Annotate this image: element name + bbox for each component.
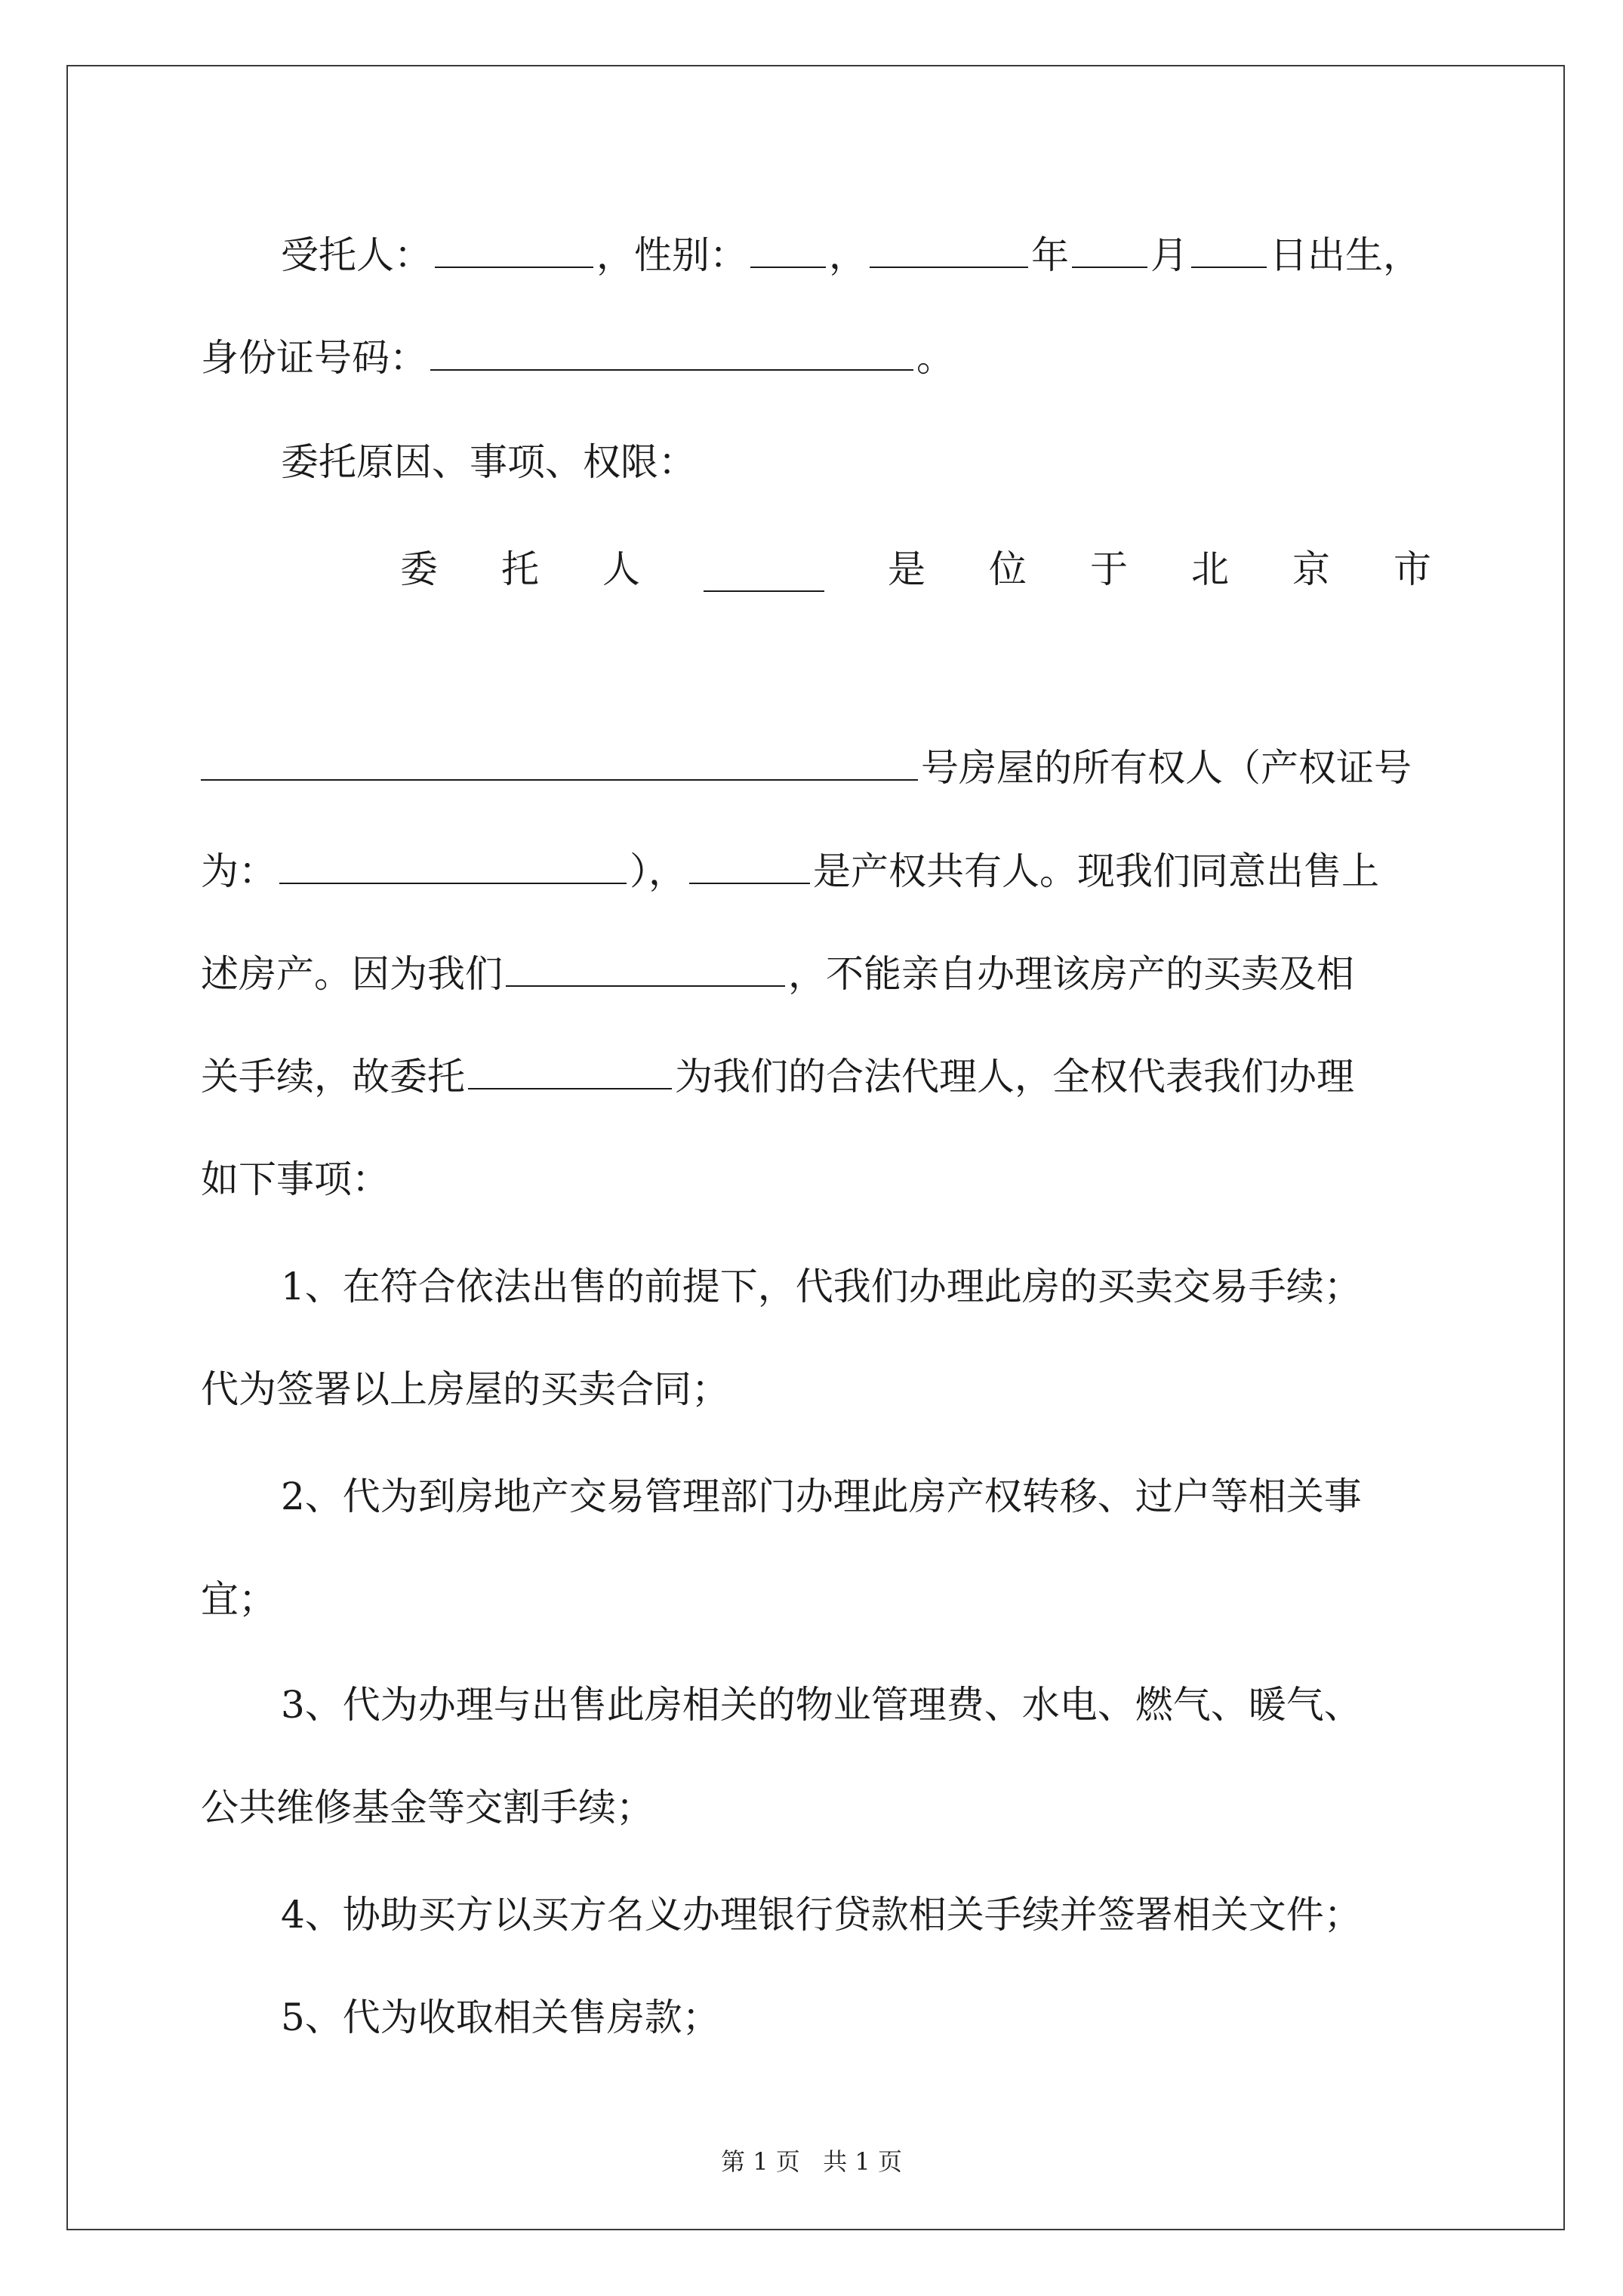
label-year: 年 [1031,233,1069,277]
line-house-owner [201,745,1412,791]
period: 。 [916,336,954,380]
footer-total-pages: 共 1 页 [823,2147,902,2176]
text-because: 述房产。因为我们 [201,952,503,996]
blank-cert-number[interactable] [279,852,627,884]
blank-agent-name[interactable] [468,1058,672,1089]
line-item-1: 1、在符合依法出售的前提下，代我们办理此房的买卖交易手续； [281,1265,1362,1308]
label-id-number: 身份证号码： [201,336,427,380]
blank-id-number[interactable] [430,339,913,371]
label-gender: ，性别： [596,233,747,277]
char-shi2: 市 [1394,547,1431,591]
text-paren-close: ）， [630,849,686,893]
line-item-3: 3、代为办理与出售此房相关的物业管理费、水电、燃气、暖气、 [281,1683,1362,1727]
char-tuo: 托 [501,547,539,591]
text-legal-agent: 为我们的合法代理人，全权代表我们办理 [675,1055,1354,1099]
footer-page-number: 第 1 页 [721,2147,800,2176]
char-jing: 京 [1292,547,1330,591]
blank-house-address[interactable] [201,749,918,781]
line-entrust [201,1054,1354,1099]
line-cert-number [201,849,1379,894]
label-cert: 为： [201,849,276,893]
text-co-owner: 是产权共有人。现我们同意出售上 [813,849,1379,893]
char-bei: 北 [1191,547,1229,591]
line-reasons-heading: 委托原因、事项、权限： [281,440,696,484]
char-ren: 人 [602,547,640,591]
text-house-owner: 号房屋的所有权人（产权证号 [921,746,1412,790]
line-item-2-cont: 宜； [201,1577,276,1621]
char-wei: 委 [400,547,438,591]
line-item-5: 5、代为收取相关售房款； [281,1996,720,2039]
comma: ， [829,233,867,277]
blank-trustee-name[interactable] [435,236,593,268]
blank-gender[interactable] [750,236,826,268]
line-items-heading: 如下事项： [201,1157,390,1201]
line-principal-spread [400,547,1431,592]
label-month: 月 [1150,233,1188,277]
blank-birth-day[interactable] [1191,236,1267,268]
label-day-born: 日出生， [1270,233,1421,277]
line-trustee [281,233,1421,278]
line-item-1-cont: 代为签署以上房屋的买卖合同； [201,1367,729,1411]
line-item-2: 2、代为到房地产交易管理部门办理此房产权转移、过户等相关事 [281,1475,1362,1518]
blank-co-owner[interactable] [689,852,810,884]
blank-reason[interactable] [506,955,785,987]
char-shi: 是 [888,547,925,591]
line-id-number [201,335,954,381]
line-because [201,951,1354,997]
char-wei2: 位 [989,547,1027,591]
label-trustee: 受托人： [281,233,432,277]
blank-birth-year[interactable] [870,236,1028,268]
line-item-3-cont: 公共维修基金等交割手续； [201,1786,654,1829]
blank-birth-month[interactable] [1072,236,1147,268]
blank-principal-name[interactable] [704,560,824,592]
text-entrust: 关手续，故委托 [201,1055,465,1099]
text-cannot-handle: ，不能亲自办理该房产的买卖及相 [788,952,1354,996]
char-yu: 于 [1090,547,1128,591]
page-footer [0,2143,1623,2177]
line-item-4: 4、协助买方以买方名义办理银行贷款相关手续并签署相关文件； [281,1893,1362,1937]
